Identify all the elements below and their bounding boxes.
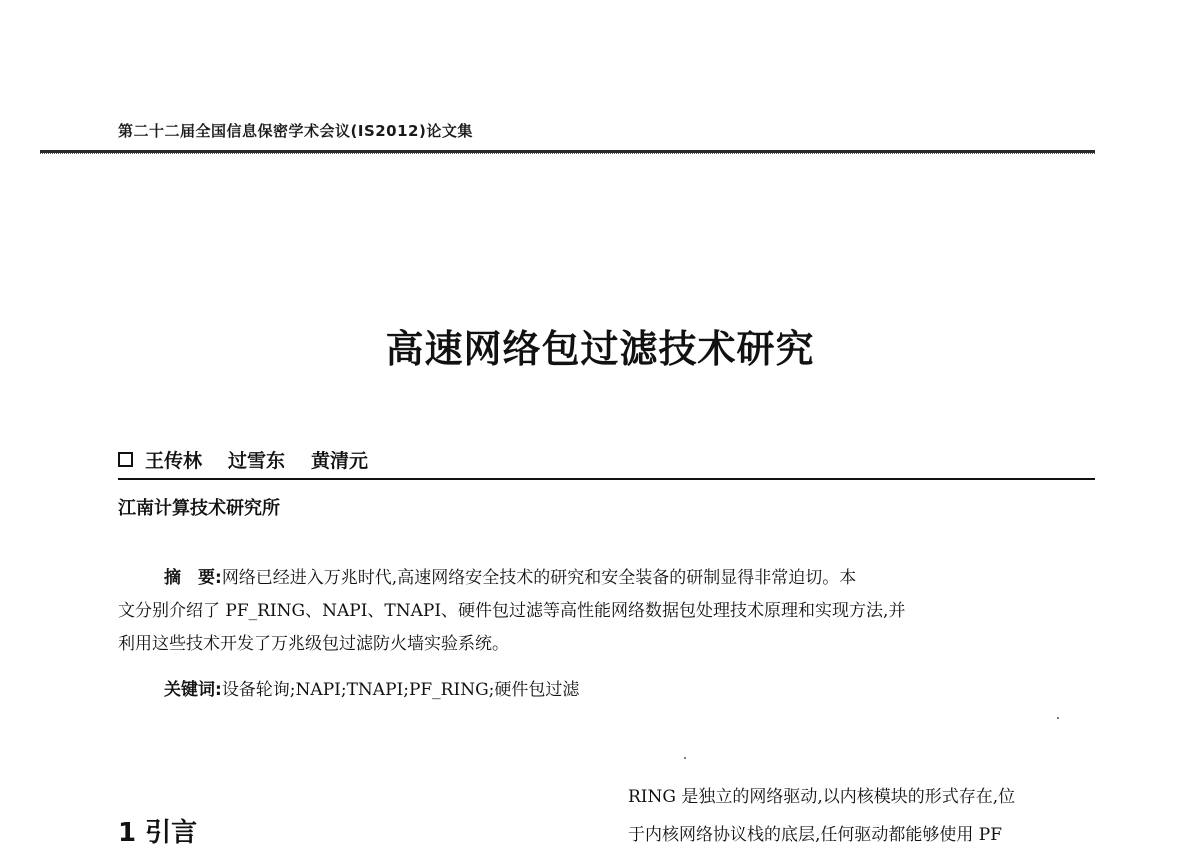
body-column-right bbox=[628, 778, 1098, 854]
author-list bbox=[118, 446, 382, 473]
abstract bbox=[118, 562, 1098, 661]
author-name: 黄清元 bbox=[311, 450, 369, 472]
abstract-line bbox=[118, 562, 1098, 595]
body-line: RING 是独立的网络驱动,以内核模块的形式存在,位 bbox=[628, 787, 1016, 807]
abstract-line: 文分别介绍了 PF_RING、NAPI、TNAPI、硬件包过滤等高性能网络数据包处理技术原理和实现方法,并 bbox=[118, 601, 906, 621]
keywords-text: 设备轮询;NAPI;TNAPI;PF_RING;硬件包过滤 bbox=[221, 680, 580, 700]
square-box-icon bbox=[118, 452, 133, 467]
paper-title: 高速网络包过滤技术研究 bbox=[385, 326, 815, 371]
keywords-label: 关键词: bbox=[164, 680, 222, 700]
scan-speck bbox=[684, 757, 686, 759]
affiliation: 江南计算技术研究所 bbox=[118, 498, 280, 519]
abstract-label: 摘 要: bbox=[164, 568, 222, 588]
running-header: 第二十二届全国信息保密学术会议(IS2012)论文集 bbox=[118, 122, 473, 140]
header-rule bbox=[40, 150, 1095, 154]
scan-speck bbox=[1057, 717, 1059, 719]
author-name: 王传林 bbox=[145, 450, 203, 472]
author-rule bbox=[118, 478, 1095, 480]
body-line: 于内核网络协议栈的底层,任何驱动都能够使用 PF bbox=[628, 825, 1003, 845]
abstract-text: 网络已经进入万兆时代,高速网络安全技术的研究和安全装备的研制显得非常迫切。本 bbox=[221, 568, 857, 588]
section-heading: 1 引言 bbox=[118, 818, 198, 848]
author-name: 过雪东 bbox=[228, 450, 286, 472]
keywords bbox=[164, 675, 579, 700]
abstract-line: 利用这些技术开发了万兆级包过滤防火墙实验系统。 bbox=[118, 634, 509, 654]
